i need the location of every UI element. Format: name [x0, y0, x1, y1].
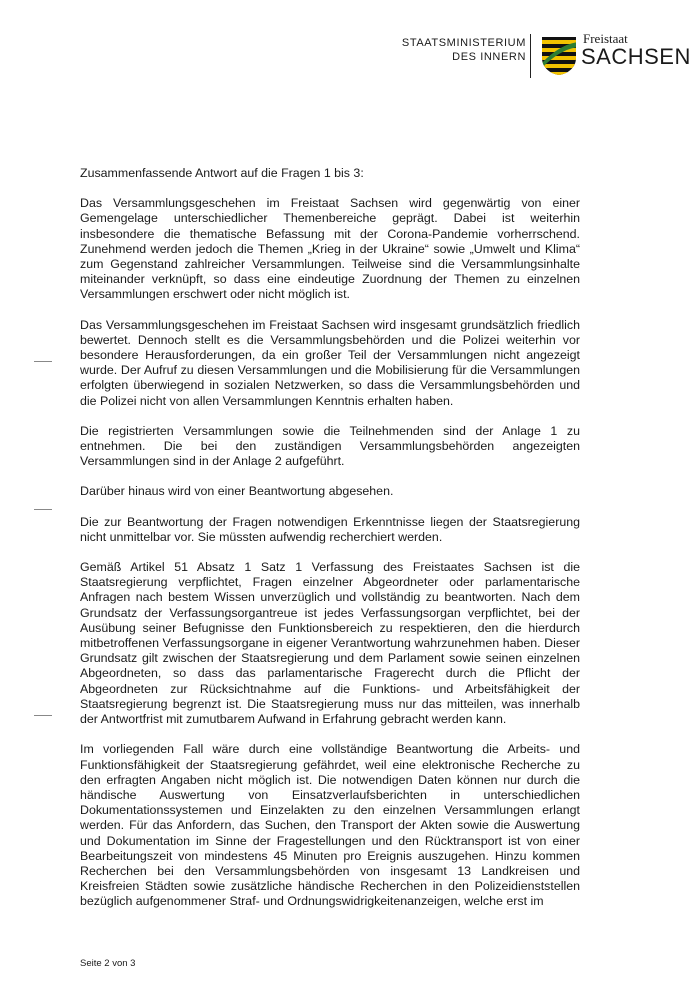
- answer-heading: Zusammenfassende Antwort auf die Fragen 1 bis 3:: [80, 166, 364, 180]
- letterhead-divider: [530, 34, 531, 78]
- saxony-coat-of-arms-icon: [541, 36, 577, 76]
- paragraph: Die registrierten Versammlungen sowie die Teilnehmenden sind der Anlage 1 zu entnehmen. Die bei den zuständigen Versammlungsbehörden angezeigten Versammlungen sind in der Anlage 2 aufgeführt.: [80, 423, 580, 469]
- ministry-name: [402, 36, 526, 64]
- brand-freistaat: Freistaat: [583, 31, 628, 46]
- page-number: Seite 2 von 3: [80, 958, 136, 969]
- letterhead: [0, 28, 700, 88]
- paragraph: Gemäß Artikel 51 Absatz 1 Satz 1 Verfassung des Freistaates Sachsen ist die Staatsregierung verpflichtet, Fragen einzelner Abgeordneter oder parlamentarische Anfragen nach bestem Wissen unverzüglich und vollständig zu beantworten. Nach dem Grundsatz der Verfassungsorgantreue ist jedes Verfassungsorgan verpflichtet, bei der Ausübung seiner Befugnisse den Funktionsbereich zu respektieren, den die hierdurch mitbetroffenen Verfassungsorgane in eigener Verantwortung wahrzunehmen haben. Dieser Grundsatz gilt zwischen der Staatsregierung und dem Parlament sowie seinen einzelnen Abgeordneten, so dass das parlamentarische Fragerecht durch die Pflicht der Abgeordneten zur Rücksichtnahme auf die Funktions- und Arbeitsfähigkeit der Staatsregierung begrenzt ist. Die Staatsregierung muss nur das mitteilen, was innerhalb der Antwortfrist mit zumutbarem Aufwand in Erfahrung gebracht werden kann.: [80, 560, 580, 727]
- paragraph: Darüber hinaus wird von einer Beantwortung abgesehen.: [80, 484, 394, 499]
- paragraph: Das Versammlungsgeschehen im Freistaat Sachsen wird insgesamt grundsätzlich friedlich bewertet. Dennoch stellt es die Versammlungsbehörden und die Polizei weiterhin vor besondere Herausforderungen, da ein großer Teil der Versammlungen nicht angezeigt wurde. Der Aufruf zu diesen Versammlungen und die Mobilisierung für die Versammlungen erfolgten überwiegend in sozialen Netzwerken, so dass die Versammlungsbehörden und die Polizei nicht von allen Versammlungen Kenntnis erhalten haben.: [80, 317, 580, 408]
- paragraph: Das Versammlungsgeschehen im Freistaat Sachsen wird gegenwärtig von einer Gemengelage unterschiedlicher Themenbereiche geprägt. Dabei ist weiterhin insbesondere die thematische Befassung mit der Corona-Pandemie vorherrschend. Zunehmend werden jedoch die Themen „Krieg in der Ukraine“ sowie „Umwelt und Klima“ zum Gegenstand zahlreicher Versammlungen. Teilweise sind die Versammlungsinhalte miteinander verknüpft, so dass eine eindeutige Zuordnung der Themen zu einzelnen Versammlungen erschwert oder nicht möglich ist.: [80, 196, 580, 302]
- margin-mark: [34, 361, 52, 362]
- document-body: [80, 166, 580, 925]
- brand-sachsen: SACHSEN: [581, 44, 691, 69]
- margin-mark: [34, 715, 52, 716]
- ministry-line-1: STAATSMINISTERIUM: [401, 37, 526, 49]
- margin-mark: [34, 509, 52, 510]
- paragraph: Die zur Beantwortung der Fragen notwendigen Erkenntnisse liegen der Staatsregierung nicht unmittelbar vor. Sie müssten aufwendig recherchiert werden.: [80, 514, 580, 544]
- paragraph: Im vorliegenden Fall wäre durch eine vollständige Beantwortung die Arbeits- und Funktionsfähigkeit der Staatsregierung gefährdet, weil eine elektronische Recherche zu den erfragten Angaben nicht möglich ist. Die notwendigen Daten können nur durch die händische Auswertung von Einsatzverlaufsberichten in unterschiedlichen Dokumentationssystemen und Einzelakten zu den einzelnen Versammlungen erlangt werden. Für das Anfordern, das Suchen, den Transport der Akten sowie die Auswertung und Dokumentation im Sinne der Fragestellungen und den Rücktransport ist von einer Bearbeitungszeit von mindestens 45 Minuten pro Ereignis auszugehen. Hinzu kommen Recherchen bei den Versammlungsbehörden von insgesamt 13 Landkreisen und Kreisfreien Städten sowie zusätzliche händische Recherchen in den Polizeidienststellen bezüglich aufgenommener Straf- und Ordnungswidrigkeitenanzeigen, welche erst im: [80, 742, 580, 909]
- ministry-line-2: DES INNERN: [452, 51, 526, 63]
